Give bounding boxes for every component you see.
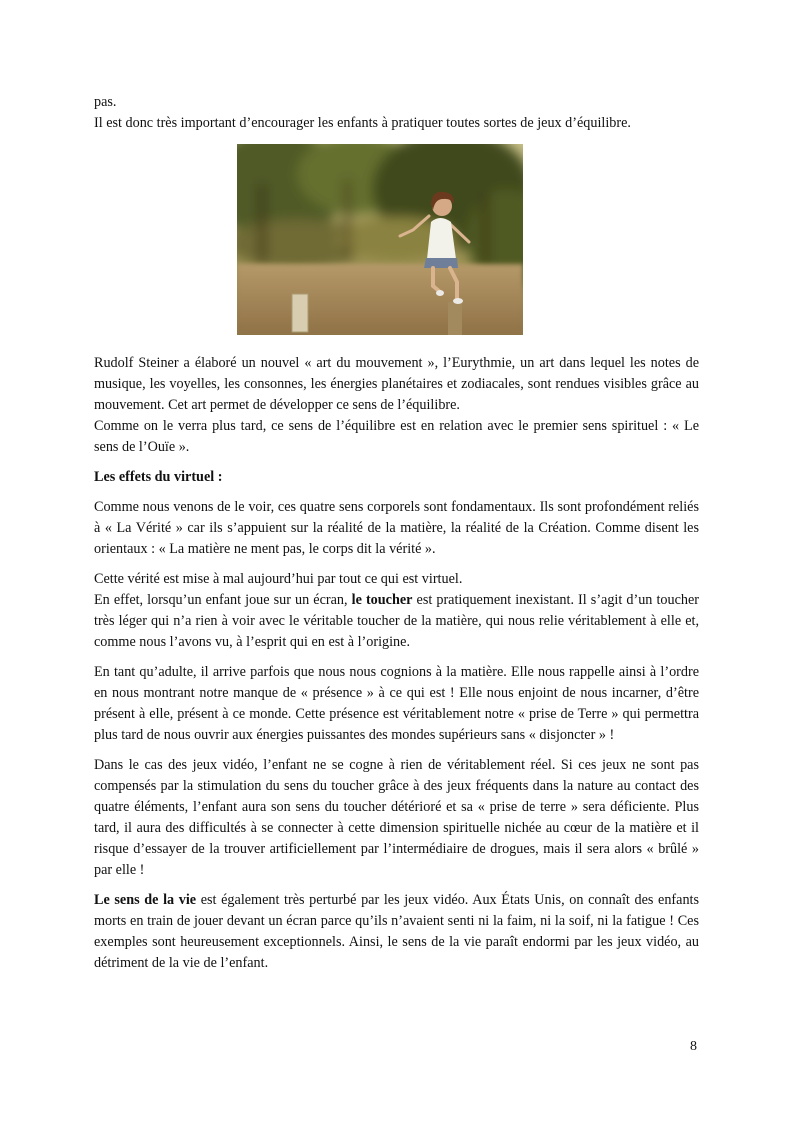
- text-run: est pratiquement inexistant. Il s’agit d’un toucher très léger qui n’a rien à voir avec le véritable toucher de la matière, qui nous relie véritablement à elle et, comme nous l’avons vu, à l’esprit qui en est à l’origine.: [94, 592, 700, 650]
- text-line: Cette vérité est mise à mal aujourd’hui par tout ce qui est virtuel.: [94, 571, 463, 587]
- bold-term: Le sens de la vie: [94, 892, 197, 908]
- page-number: 8: [690, 1039, 697, 1054]
- paragraph-sens-corporels: Comme nous venons de le voir, ces quatre sens corporels sont fondamentaux. Ils sont profondément reliés à « La Vérité » car ils s’appuient sur la réalité de la matière, la réalité de la Création. Comme disent les orientaux : « La matière ne ment pas, le corps dit la vérité ».: [94, 499, 699, 557]
- bold-term: le toucher: [351, 592, 413, 608]
- paragraph-jeux-video: Dans le cas des jeux vidéo, l’enfant ne se cogne à rien de véritablement réel. Si ces jeux ne sont pas compensés par la stimulation du sens du toucher grâce à des jeux fréquents dans la nature au contact des quatre éléments, l’enfant aura son sens du toucher détérioré et sa « prise de terre » sera déficiente. Plus tard, il aura des difficultés à se connecter à cette dimension spirituelle nichée au cœur de la matière et il risque d’essayer de la trouver artificiellement par l’intermédiaire de drogues, mais il sera alors « brûlé » par elle !: [94, 757, 699, 878]
- text-run: est également très perturbé par les jeux vidéo. Aux États Unis, on connaît des enfants morts en train de jouer devant un écran parce qu’ils n’avaient senti ni la faim, ni la soif, ni la fatigue ! Ces exemples sont heureusement exceptionnels. Ainsi, le sens de la vie paraît endormi par les jeux vidéo, au détriment de la vie de l’enfant.: [94, 892, 699, 971]
- text-line: pas.: [94, 94, 117, 110]
- page-body: [94, 92, 699, 974]
- paragraph-sens-vie: [94, 890, 699, 974]
- paragraph-toucher: [94, 569, 699, 653]
- child-balancing-photo: [237, 144, 523, 335]
- paragraph-eurythmie: Rudolf Steiner a élaboré un nouvel « art du mouvement », l’Eurythmie, un art dans lequel les notes de musique, les voyelles, les consonnes, les énergies planétaires et zodiacales, sont rendues visibles grâce au mouvement. Cet art permet de développer ce sens de l’équilibre.: [94, 355, 699, 413]
- paragraph-equilibre: Comme on le verra plus tard, ce sens de l’équilibre est en relation avec le premier sens spirituel : « Le sens de l’Ouïe ».: [94, 418, 699, 455]
- text-run: En effet, lorsqu’un enfant joue sur un écran,: [94, 592, 352, 608]
- paragraph-intro: [94, 92, 699, 134]
- paragraph-adulte: En tant qu’adulte, il arrive parfois que nous nous cognions à la matière. Elle nous rappelle ainsi à l’ordre en nous montrant notre manque de « présence » à ce qui est ! Elle nous enjoint de nous incarner, d’être présent à elle, présent à ce monde. Cette présence est véritablement notre « prise de Terre » qui permettra plus tard de nous ouvrir aux énergies puissantes des mondes supérieurs sans « disjoncter » !: [94, 664, 699, 743]
- figure: [94, 144, 699, 344]
- section-heading: Les effets du virtuel :: [94, 469, 223, 485]
- text-line: Il est donc très important d’encourager les enfants à pratiquer toutes sortes de jeux d’équilibre.: [94, 115, 631, 131]
